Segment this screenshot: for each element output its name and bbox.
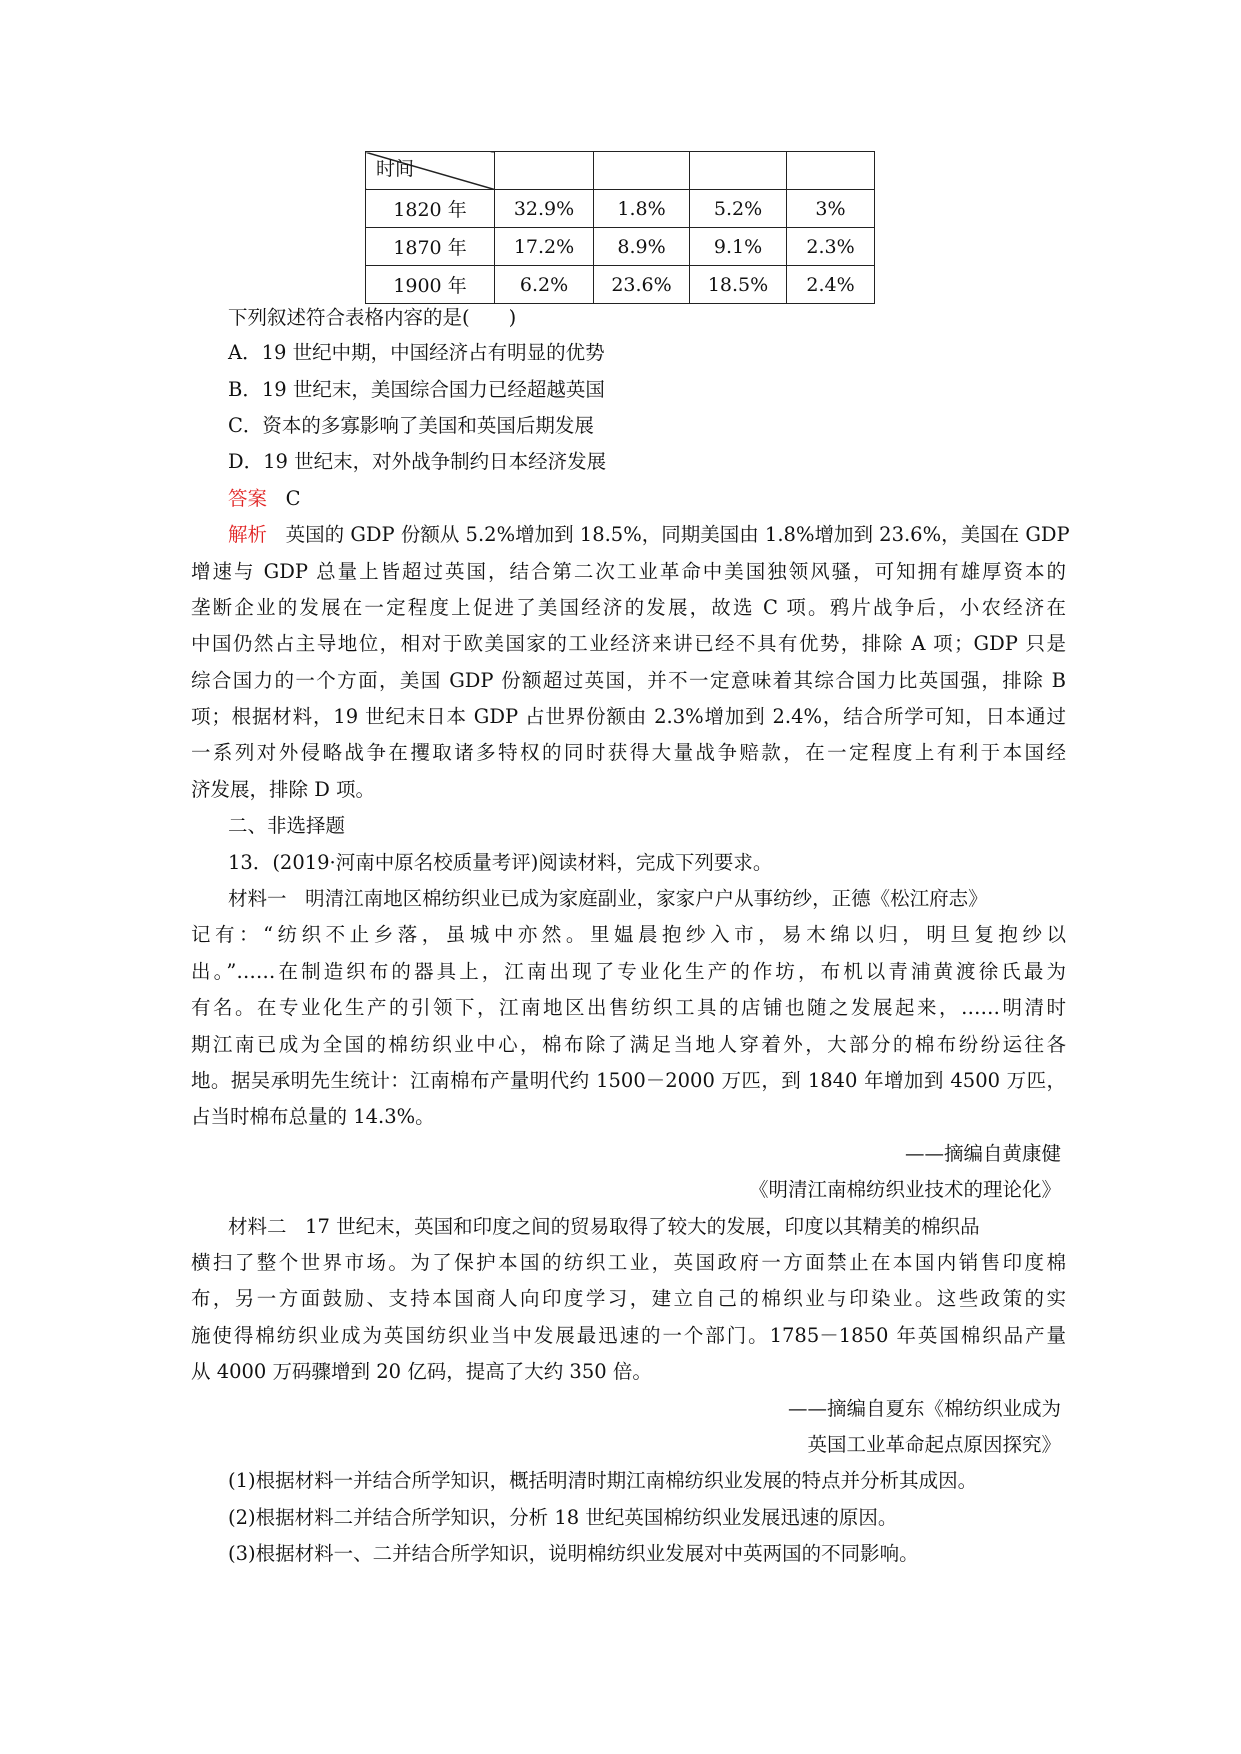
material-1-text: 记有：“纺织不止乡落，虽城中亦然。里媪晨抱纱入市，易木绵以归，明旦复抱纱以 xyxy=(191,923,1066,946)
material-2-text: 从 4000 万码骤增到 20 亿码，提高了大约 350 倍。 xyxy=(191,1360,652,1383)
analysis-text: 中国仍然占主导地位，相对于欧美国家的工业经济来讲已经不具有优势，排除 A 项；GDP 只是 xyxy=(191,632,1066,655)
table-cell: 1.8% xyxy=(594,190,690,228)
table-cell: 8.9% xyxy=(594,228,690,266)
corner-label: 时间 xyxy=(376,158,415,180)
gdp-share-table xyxy=(365,151,875,304)
answer-value: C xyxy=(285,487,301,510)
sub-question-1: (1)根据材料一并结合所学知识，概括明清时期江南棉纺织业发展的特点并分析其成因。 xyxy=(228,1469,978,1492)
table-row xyxy=(366,266,875,304)
table-corner-cell xyxy=(366,152,495,190)
source-1-title: 《明清江南棉纺织业技术的理论化》 xyxy=(748,1178,1061,1201)
material-1-text: 地。据吴承明先生统计：江南棉布产量明代约 1500－2000 万匹，到 1840 年增加到 4500 万匹， xyxy=(191,1069,1066,1092)
question-stem: 下列叙述符合表格内容的是( ) xyxy=(228,306,517,329)
answer-line xyxy=(228,484,1058,514)
analysis-text: 综合国力的一个方面，美国 GDP 份额超过英国，并不一定意味着其综合国力比英国强，排除 B xyxy=(191,669,1066,692)
analysis-text: 垄断企业的发展在一定程度上促进了美国经济的发展，故选 C 项。鸦片战争后，小农经济在 xyxy=(191,596,1066,619)
table-header-row xyxy=(366,152,875,190)
material-1-text: 出。”……在制造织布的器具上，江南出现了专业化生产的作坊，布机以青浦黄渡徐氏最为 xyxy=(191,960,1066,983)
table-cell: 6.2% xyxy=(495,266,594,304)
material-1-text: 占当时棉布总量的 14.3%。 xyxy=(191,1105,435,1128)
option-a: A．19 世纪中期，中国经济占有明显的优势 xyxy=(228,341,605,364)
material-1-text: 期江南已成为全国的棉纺织业中心，棉布除了满足当地人穿着外，大部分的棉布纷纷运往各 xyxy=(191,1033,1066,1056)
option-d: D．19 世纪末，对外战争制约日本经济发展 xyxy=(228,450,607,473)
material-2-text: 布，另一方面鼓励、支持本国商人向印度学习，建立自己的棉织业与印染业。这些政策的实 xyxy=(191,1287,1066,1310)
material-2-label: 材料二 xyxy=(228,1215,287,1238)
question-13-title: 13．(2019·河南中原名校质量考评)阅读材料，完成下列要求。 xyxy=(228,851,773,874)
sub-question-2: (2)根据材料二并结合所学知识，分析 18 世纪英国棉纺织业发展迅速的原因。 xyxy=(228,1506,898,1529)
table-cell: 2.4% xyxy=(787,266,875,304)
table-cell: 23.6% xyxy=(594,266,690,304)
table-cell: 9.1% xyxy=(690,228,787,266)
analysis-text: 项；根据材料，19 世纪末日本 GDP 占世界份额由 2.3%增加到 2.4%，结合所学可知，日本通过 xyxy=(191,705,1066,728)
source-2-author: ——摘编自夏东《棉纺织业成为 xyxy=(787,1397,1061,1420)
material-2-first-line xyxy=(228,1212,1058,1242)
table-header-cell xyxy=(495,152,594,190)
section-heading: 二、非选择题 xyxy=(228,814,346,837)
material-2-text: 17 世纪末，英国和印度之间的贸易取得了较大的发展，印度以其精美的棉织品 xyxy=(305,1215,980,1238)
answer-label: 答案 xyxy=(228,487,268,510)
source-1-author: ——摘编自黄康健 xyxy=(904,1142,1061,1165)
analysis-text: 英国的 GDP 份额从 5.2%增加到 18.5%，同期美国由 1.8%增加到 23.6%，美国在 GDP xyxy=(285,523,1070,546)
analysis-text: 济发展，排除 D 项。 xyxy=(191,778,376,801)
material-2-text: 横扫了整个世界市场。为了保护本国的纺织工业，英国政府一方面禁止在本国内销售印度棉 xyxy=(191,1251,1066,1274)
table-cell-year: 1870 年 xyxy=(366,228,495,266)
table-row xyxy=(366,228,875,266)
analysis-text: 增速与 GDP 总量上皆超过英国，结合第二次工业革命中美国独领风骚，可知拥有雄厚资本的 xyxy=(191,560,1066,583)
material-1-text: 有名。在专业化生产的引领下，江南地区出售纺织工具的店铺也随之发展起来，……明清时 xyxy=(191,996,1066,1019)
material-1-first-line xyxy=(228,884,1058,914)
table-cell: 17.2% xyxy=(495,228,594,266)
table-cell-year: 1820 年 xyxy=(366,190,495,228)
table-cell-year: 1900 年 xyxy=(366,266,495,304)
table-header-cell xyxy=(690,152,787,190)
table-header-cell xyxy=(787,152,875,190)
option-c: C．资本的多寡影响了美国和英国后期发展 xyxy=(228,414,594,437)
analysis-text: 一系列对外侵略战争在攫取诸多特权的同时获得大量战争赔款，在一定程度上有利于本国经 xyxy=(191,741,1066,764)
table-cell: 18.5% xyxy=(690,266,787,304)
sub-question-3: (3)根据材料一、二并结合所学知识，说明棉纺织业发展对中英两国的不同影响。 xyxy=(228,1542,919,1565)
table-cell: 5.2% xyxy=(690,190,787,228)
table-header-cell xyxy=(594,152,690,190)
table-cell: 32.9% xyxy=(495,190,594,228)
table-row xyxy=(366,190,875,228)
analysis-label: 解析 xyxy=(228,523,268,546)
material-1-text: 明清江南地区棉纺织业已成为家庭副业，家家户户从事纺纱，正德《松江府志》 xyxy=(305,887,988,910)
table-cell: 3% xyxy=(787,190,875,228)
source-2-title: 英国工业革命起点原因探究》 xyxy=(807,1433,1061,1456)
option-b: B．19 世纪末，美国综合国力已经超越英国 xyxy=(228,378,605,401)
material-1-label: 材料一 xyxy=(228,887,287,910)
table-cell: 2.3% xyxy=(787,228,875,266)
analysis-line xyxy=(228,520,1070,550)
material-2-text: 施使得棉纺织业成为英国纺织业当中发展最迅速的一个部门。1785－1850 年英国棉织品产量 xyxy=(191,1324,1066,1347)
